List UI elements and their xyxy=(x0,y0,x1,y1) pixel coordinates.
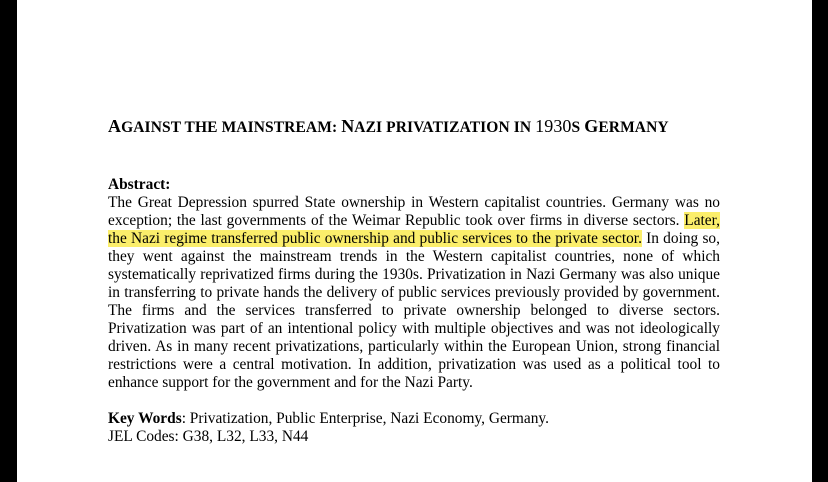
title-year: 1930 xyxy=(535,116,572,136)
keywords-section xyxy=(108,410,720,446)
title-initial-a: A xyxy=(108,116,122,136)
keywords-line xyxy=(108,410,720,428)
jel-codes-line: JEL Codes: G38, L32, L33, N44 xyxy=(108,428,309,445)
abstract-text-before: The Great Depression spurred State ownership in Western capitalist countries. Germany was no exception; the last governments of the Weimar Republic took over firms in diverse sectors. xyxy=(108,194,720,229)
keywords-value: : Privatization, Public Enterprise, Nazi Economy, Germany. xyxy=(181,410,549,427)
title-part-2: AZI PRIVATIZATION IN xyxy=(354,119,536,136)
title-suffix: S xyxy=(571,119,585,136)
title-part-3: ERMANY xyxy=(598,119,669,136)
title-initial-g: G xyxy=(584,116,599,136)
abstract-heading: Abstract: xyxy=(108,176,171,193)
title-initial-n: N xyxy=(341,116,355,136)
title-colon: : xyxy=(331,119,342,136)
abstract-section xyxy=(108,176,720,392)
title-part-1: GAINST THE MAINSTREAM xyxy=(121,119,332,136)
highlighted-text[interactable]: Later, the Nazi regime transferred public ownership and public services to the private sector. xyxy=(108,212,720,247)
document-page xyxy=(17,0,812,482)
keywords-label: Key Words xyxy=(108,410,182,427)
abstract-body[interactable] xyxy=(108,194,720,392)
abstract-text-after: In doing so, they went against the mainstream trends in the Western capitalist countries, none of which systematically reprivatized firms during the 1930s. Privatization in Nazi Germany was also unique in transferring to private hands the delivery of public services previously provided by government. The firms and the services transferred to private ownership belonged to diverse sectors. Privatization was part of an intentional policy with multiple objectives and was not ideologically driven. As in many recent privatizations, particularly within the European Union, strong financial restrictions were a central motivation. In addition, privatization was used as a political tool to enhance support for the government and for the Nazi Party. xyxy=(108,230,720,391)
paper-title xyxy=(108,116,669,137)
